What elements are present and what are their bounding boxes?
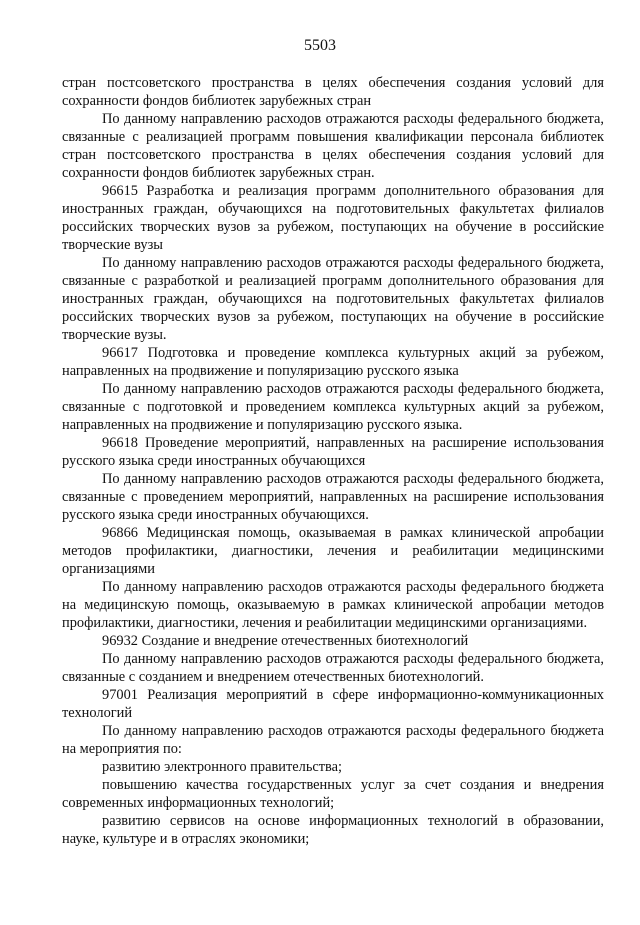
paragraph-heading-97001: 97001 Реализация мероприятий в сфере информационно-коммуникационных технологий <box>62 687 604 721</box>
list-item: повышению качества государственных услуг за счет создания и внедрения современных информационных технологий; <box>62 777 604 811</box>
list-item: развитию электронного правительства; <box>102 759 343 775</box>
paragraph-description: По данному направлению расходов отражаются расходы федерального бюджета, связанные с реализацией программ повышения квалификации персонала библиотек стран постсоветского пространства в целях обеспечения создания условий для сохранности фондов библиотек зарубежных стран. <box>62 111 604 181</box>
paragraph-continuation: стран постсоветского пространства в целях обеспечения создания условий для сохранности фондов библиотек зарубежных стран <box>62 75 604 109</box>
paragraph-heading-96617: 96617 Подготовка и проведение комплекса культурных акций за рубежом, направленных на продвижение и популяризацию русского языка <box>62 345 604 379</box>
paragraph-heading-96615: 96615 Разработка и реализация программ дополнительного образования для иностранных граждан, обучающихся на подготовительных факультетах филиалов российских творческих вузов за рубежом, поступающих на обучение в российские творческие вузы <box>62 183 604 253</box>
paragraph-description: По данному направлению расходов отражаются расходы федерального бюджета на медицинскую помощь, оказываемую в рамках клинической апробации методов профилактики, диагностики, лечения и реабилитации медицинскими организациями. <box>62 579 604 631</box>
list-item: развитию сервисов на основе информационных технологий в образовании, науке, культуре и в отраслях экономики; <box>62 813 604 847</box>
page-number: 5503 <box>304 37 336 54</box>
paragraph-description: По данному направлению расходов отражаются расходы федерального бюджета, связанные с разработкой и реализацией программ дополнительного образования для иностранных граждан, обучающихся на подготовительных факультетах филиалов российских творческих вузов за рубежом, поступающих на обучение в российские творческие вузы. <box>62 255 604 343</box>
paragraph-description: По данному направлению расходов отражаются расходы федерального бюджета, связанные с проведением мероприятий, направленных на расширение использования русского языка среди иностранных обучающихся. <box>62 471 604 523</box>
paragraph-description: По данному направлению расходов отражаются расходы федерального бюджета, связанные с созданием и внедрением отечественных биотехнологий. <box>62 651 604 685</box>
paragraph-heading-96618: 96618 Проведение мероприятий, направленных на расширение использования русского языка среди иностранных обучающихся <box>62 435 604 469</box>
paragraph-heading-96866: 96866 Медицинская помощь, оказываемая в рамках клинической апробации методов профилактики, диагностики, лечения и реабилитации медицинскими организациями <box>62 525 604 577</box>
body-text <box>62 74 604 848</box>
paragraph-description: По данному направлению расходов отражаются расходы федерального бюджета на мероприятия по: <box>62 723 604 757</box>
paragraph-heading-96932: 96932 Создание и внедрение отечественных биотехнологий <box>102 633 469 649</box>
paragraph-description: По данному направлению расходов отражаются расходы федерального бюджета, связанные с подготовкой и проведением комплекса культурных акций за рубежом, направленных на продвижение и популяризацию русского языка. <box>62 381 604 433</box>
